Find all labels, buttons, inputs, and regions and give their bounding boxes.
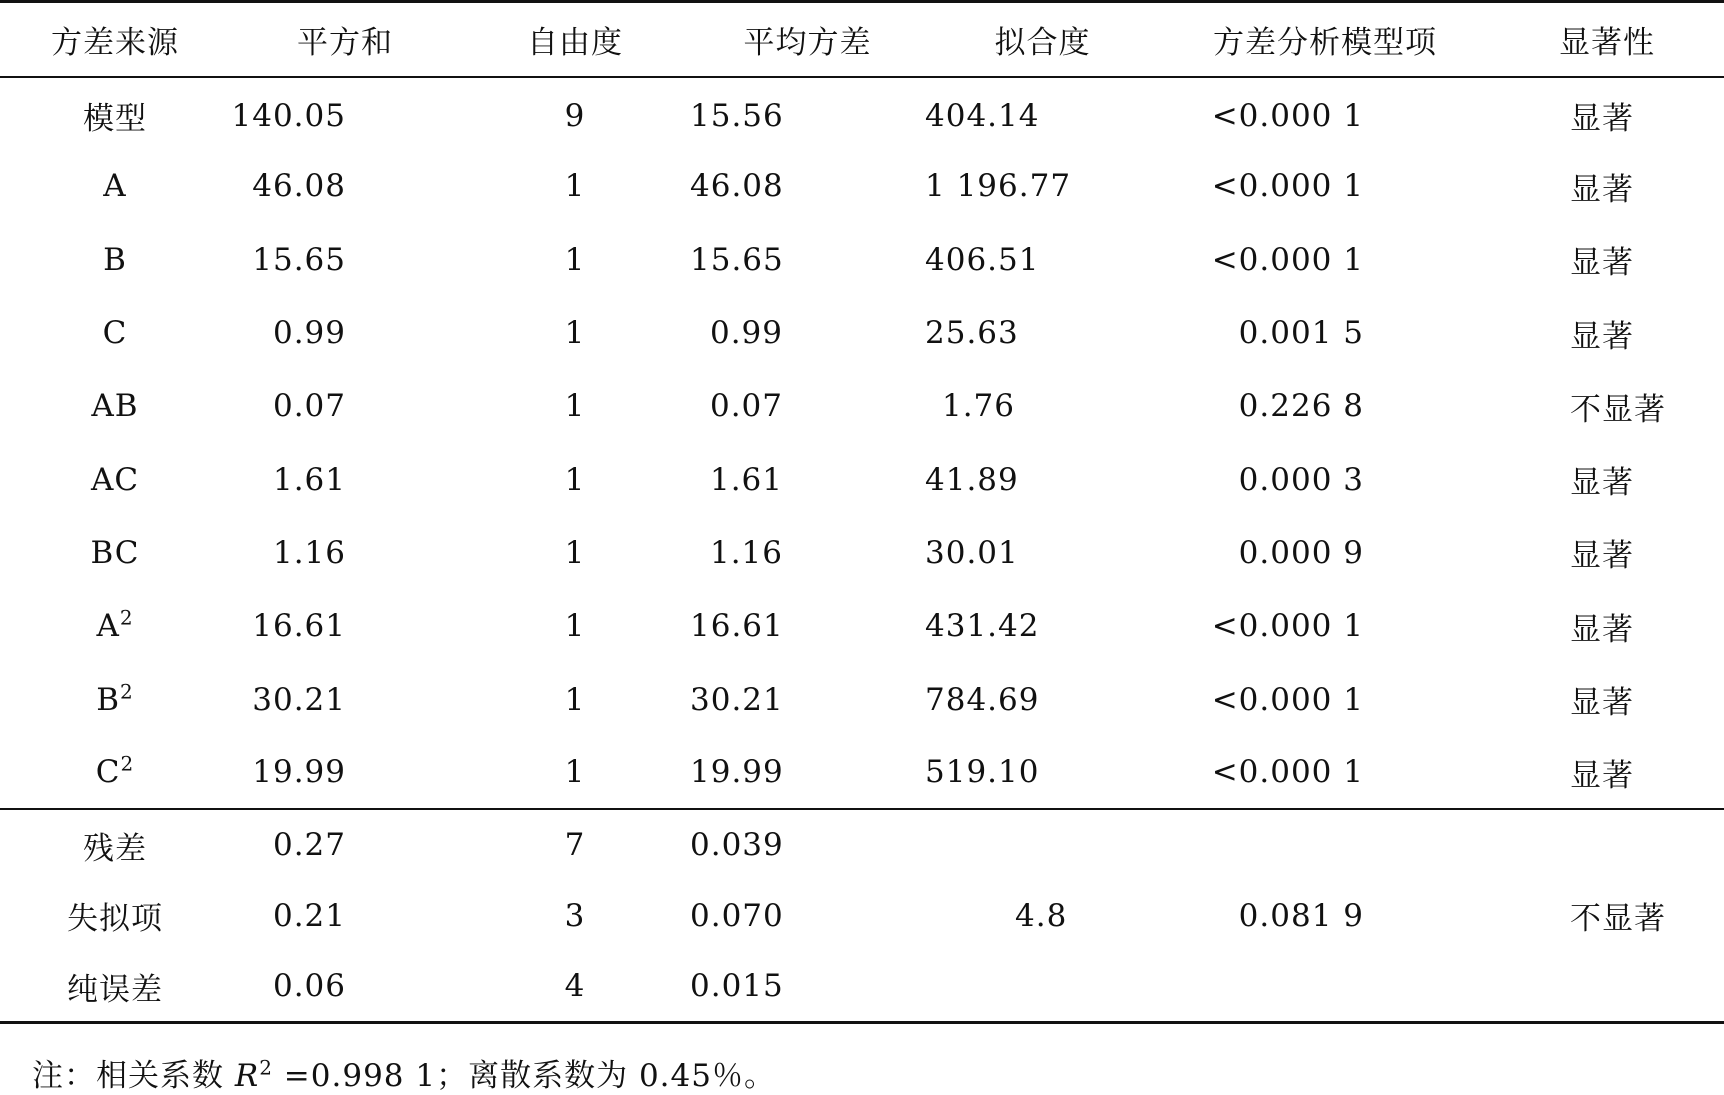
cell-sum-of-squares: 0.06 [272,968,346,1005]
table-body [0,77,1724,810]
table-row [0,370,1724,443]
cell-significance: 显著 [1570,611,1634,648]
cell-p-value: <0.000 1 [1211,97,1364,134]
source-label: C [95,754,121,791]
cell-degrees-of-freedom: 1 [564,388,586,425]
table-header [0,2,1724,77]
cell-degrees-of-freedom: 1 [564,168,586,205]
cell-significance: 显著 [1570,245,1634,282]
cell-source [0,516,230,589]
cell-lack-of-fit-p: 0.081 9 [1238,897,1364,934]
cell-f-value: 25.63 [925,315,1019,352]
cell-significance: 显著 [1570,757,1634,794]
cell-mean-square: 15.65 [690,241,784,278]
table-row [0,77,1724,150]
cell-sum-of-squares: 0.99 [272,315,346,352]
cell-degrees-of-freedom: 1 [564,461,586,498]
cell-f-value: 431.42 [925,608,1040,645]
cell-mean-square: 19.99 [690,754,784,791]
cell-mean-square: 0.070 [690,897,784,934]
note-r-superscript: 2 [259,1055,273,1080]
cell-f-value: 30.01 [925,534,1019,571]
cell-f-value: 406.51 [925,241,1040,278]
table-row [0,736,1724,809]
residual-body [0,809,1724,1022]
table-row [0,150,1724,223]
note-prefix: 注：相关系数 [32,1058,235,1094]
cell-source [0,296,230,369]
cell-significance: 显著 [1570,685,1634,722]
residual-row [0,809,1724,880]
table-row [0,296,1724,369]
cell-sum-of-squares: 140.05 [231,97,346,134]
source-label: BC [90,534,140,571]
cell-source [0,77,230,150]
source-label: AC [90,461,140,498]
cell-p-value: <0.000 1 [1211,681,1364,718]
cell-sum-of-squares: 30.21 [252,681,346,718]
table-row [0,663,1724,736]
table-row [0,516,1724,589]
cell-f-value: 1 196.77 [925,168,1072,205]
cell-source: 纯误差 [67,971,163,1008]
cell-mean-square: 46.08 [690,168,784,205]
cell-source [0,150,230,223]
cell-degrees-of-freedom: 1 [564,608,586,645]
cell-sum-of-squares: 16.61 [252,608,346,645]
cell-f-value: 404.14 [925,97,1040,134]
table-row [0,590,1724,663]
header-f-value: 拟合度 [994,24,1091,61]
source-label: B [103,241,127,278]
cell-mean-square: 15.56 [690,97,784,134]
cell-source [0,736,230,809]
cell-significance: 显著 [1570,538,1634,575]
cell-f-value: 784.69 [925,681,1040,718]
cell-significance: 不显著 [1570,391,1666,428]
cell-sum-of-squares: 46.08 [252,168,346,205]
cell-degrees-of-freedom: 3 [564,897,586,934]
cell-sum-of-squares: 0.27 [272,827,346,864]
cell-sum-of-squares: 19.99 [252,754,346,791]
cell-degrees-of-freedom: 1 [564,754,586,791]
cell-mean-square: 1.16 [709,534,783,571]
cell-p-value: <0.000 1 [1211,241,1364,278]
cell-significance: 显著 [1570,318,1634,355]
cell-sum-of-squares: 0.21 [272,897,346,934]
header-sum-of-squares: 平方和 [297,24,393,61]
header-mean-square: 平均方差 [743,24,872,61]
cell-significance: 显著 [1570,171,1634,208]
cell-mean-square: 0.015 [690,968,784,1005]
cell-source [0,443,230,516]
header-row [0,2,1724,77]
cell-source [0,223,230,296]
cell-mean-square: 1.61 [709,461,783,498]
cell-source: 失拟项 [67,901,163,938]
cell-sum-of-squares: 0.07 [272,388,346,425]
source-exponent: 2 [120,751,135,776]
header-p-value: 方差分析模型项 [1213,24,1437,61]
cell-significance: 显著 [1570,101,1634,138]
source-exponent: 2 [119,605,134,630]
cell-mean-square: 0.99 [709,315,783,352]
source-label: C [102,315,128,352]
cell-p-value: <0.000 1 [1211,754,1364,791]
cell-degrees-of-freedom: 1 [564,681,586,718]
cell-mean-square: 0.07 [709,388,783,425]
note-r-symbol: R [234,1058,260,1094]
cell-source [0,590,230,663]
cell-significance: 显著 [1570,465,1634,502]
cell-degrees-of-freedom: 1 [564,241,586,278]
source-label: AB [91,388,139,425]
note-suffix: =0.998 1；离散系数为 0.45％。 [272,1058,776,1094]
cell-p-value: <0.000 1 [1211,608,1364,645]
source-label: A [103,168,127,205]
header-significance: 显著性 [1559,24,1655,61]
cell-lack-of-fit-significance: 不显著 [1570,901,1666,938]
cell-p-value: 0.001 5 [1238,315,1364,352]
cell-source: 残差 [83,830,147,867]
table-note [32,1050,776,1095]
cell-mean-square: 0.039 [690,827,784,864]
table-row [0,223,1724,296]
source-label: B [96,681,121,718]
cell-degrees-of-freedom: 9 [564,97,586,134]
cell-sum-of-squares: 1.16 [272,534,346,571]
source-label: A [96,608,120,645]
cell-p-value: 0.000 9 [1238,534,1364,571]
header-degrees-of-freedom: 自由度 [527,24,623,61]
cell-source [0,370,230,443]
cell-mean-square: 16.61 [690,608,784,645]
cell-degrees-of-freedom: 1 [564,534,586,571]
cell-sum-of-squares: 15.65 [252,241,346,278]
cell-degrees-of-freedom: 1 [564,315,586,352]
source-exponent: 2 [120,679,134,704]
cell-degrees-of-freedom: 4 [564,968,586,1005]
cell-degrees-of-freedom: 7 [564,827,586,864]
header-source: 方差来源 [51,24,179,61]
cell-mean-square: 30.21 [690,681,784,718]
cell-source [0,663,230,736]
cell-f-value: 519.10 [925,754,1040,791]
cell-f-value: 1.76 [941,388,1015,425]
source-label: 模型 [83,101,147,138]
cell-f-value: 41.89 [925,461,1019,498]
cell-sum-of-squares: 1.61 [272,461,346,498]
cell-p-value: 0.226 8 [1238,388,1364,425]
cell-lack-of-fit-f: 4.8 [1015,897,1068,934]
table-row [0,443,1724,516]
cell-p-value: <0.000 1 [1211,168,1364,205]
cell-p-value: 0.000 3 [1238,461,1364,498]
